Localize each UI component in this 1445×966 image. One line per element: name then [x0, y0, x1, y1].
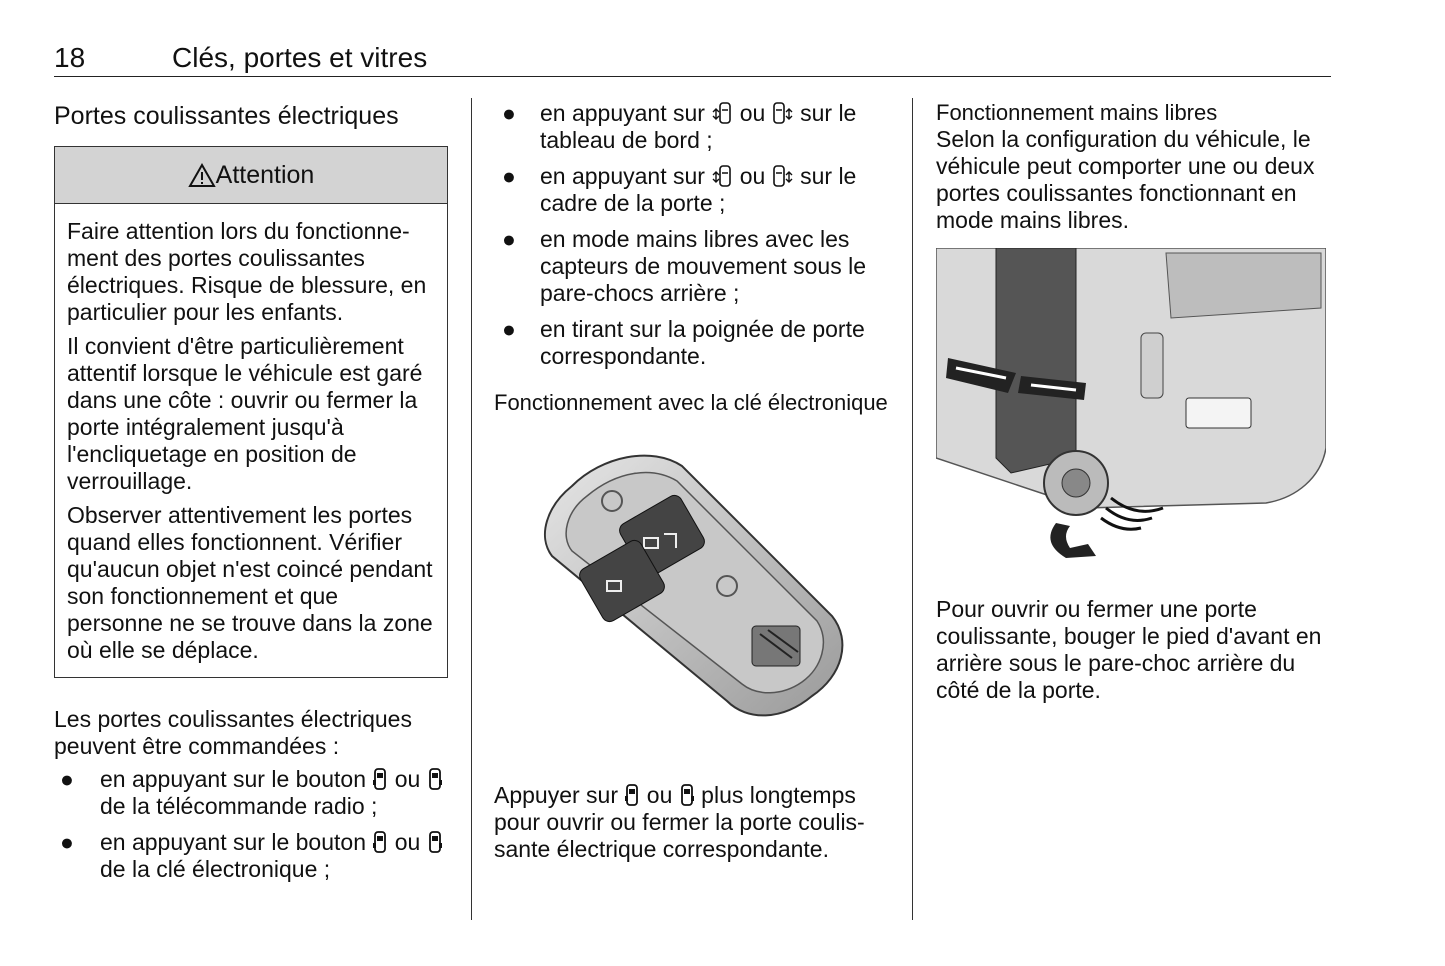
warning-box [54, 146, 448, 678]
warning-header [55, 147, 447, 204]
section-title: Portes coulissantes électriques [54, 102, 399, 130]
warning-triangle-icon [188, 163, 216, 188]
right-door-switch-icon [772, 165, 794, 187]
left-door-button-icon [372, 768, 388, 790]
handsfree-caption: Pour ouvrir ou fermer une porte coulissante, bouger le pied d'avant en arrière sous le pare-choc arrière du côté de la porte. [936, 596, 1322, 703]
chapter-title: Clés, portes et vitres [172, 42, 428, 73]
subsection-title: Fonctionnement mains libres [936, 100, 1218, 125]
list-item: ● en appuyant sur ou sur le cadre de la porte ; [502, 163, 857, 216]
list-item: ● en appuyant sur le bouton ou de la clé électronique ; [54, 829, 448, 883]
left-door-switch-icon [711, 102, 733, 124]
left-door-switch-icon [711, 165, 733, 187]
van-rear-handsfree-illustration [936, 248, 1326, 568]
subsection-title: Fonctionnement avec la clé électronique [494, 390, 888, 415]
right-door-button-icon [427, 831, 443, 853]
control-list-continued [494, 100, 890, 370]
bullet: ● [502, 316, 516, 342]
left-door-button-icon [372, 831, 388, 853]
bullet: ● [60, 829, 74, 855]
column-divider-1 [471, 98, 472, 920]
intro-paragraph: Les portes coulissantes électriques peuvent être commandées : [54, 706, 412, 759]
page-header [54, 40, 1331, 77]
left-door-button-icon [624, 784, 640, 806]
right-door-button-icon [679, 784, 695, 806]
warning-title: Attention [215, 160, 315, 189]
handsfree-intro: Selon la configuration du véhicule, le véhicule peut comporter une ou deux portes coulissantes fonctionnant en mode mains libres. [936, 126, 1315, 233]
warning-paragraph: Il convient d'être particulièrement attentif lorsque le véhicule est garé dans une côte : ouvrir ou fermer la porte intégralement jusqu'à l'encliquetage en position de verrouillage. [67, 333, 423, 494]
column-3 [936, 98, 1332, 704]
warning-paragraph: Observer attentivement les portes quand elles fonctionnent. Vérifier qu'aucun objet n'est coincé pendant son fonctionnement et que personne ne se trouve dans la zone où elle se déplace. [67, 502, 433, 663]
column-2 [494, 98, 890, 863]
bullet: ● [502, 100, 516, 126]
list-item: ● en appuyant sur le bouton ou de la télécommande radio ; [54, 766, 448, 820]
page-number: 18 [54, 42, 86, 73]
bullet: ● [502, 163, 516, 189]
list-item: ● en appuyant sur ou sur le tableau de bord ; [502, 100, 857, 153]
key-caption: Appuyer sur ou plus longtemps pour ouvrir ou fermer la porte coulis-sante électrique correspondante. [494, 782, 865, 862]
bullet: ● [60, 766, 74, 792]
right-door-switch-icon [772, 102, 794, 124]
warning-paragraph: Faire attention lors du fonctionne-ment des portes coulissantes électriques. Risque de blessure, en particulier pour les enfants. [67, 218, 427, 325]
list-item: ● en mode mains libres avec les capteurs de mouvement sous le pare-chocs arrière ; [502, 226, 867, 306]
control-list [54, 766, 448, 883]
electronic-key-illustration [532, 446, 852, 736]
right-door-button-icon [427, 768, 443, 790]
warning-body [55, 204, 447, 677]
column-1 [54, 98, 448, 892]
column-divider-2 [912, 98, 913, 920]
bullet: ● [502, 226, 516, 252]
list-item: ● en tirant sur la poignée de porte correspondante. [502, 316, 865, 369]
